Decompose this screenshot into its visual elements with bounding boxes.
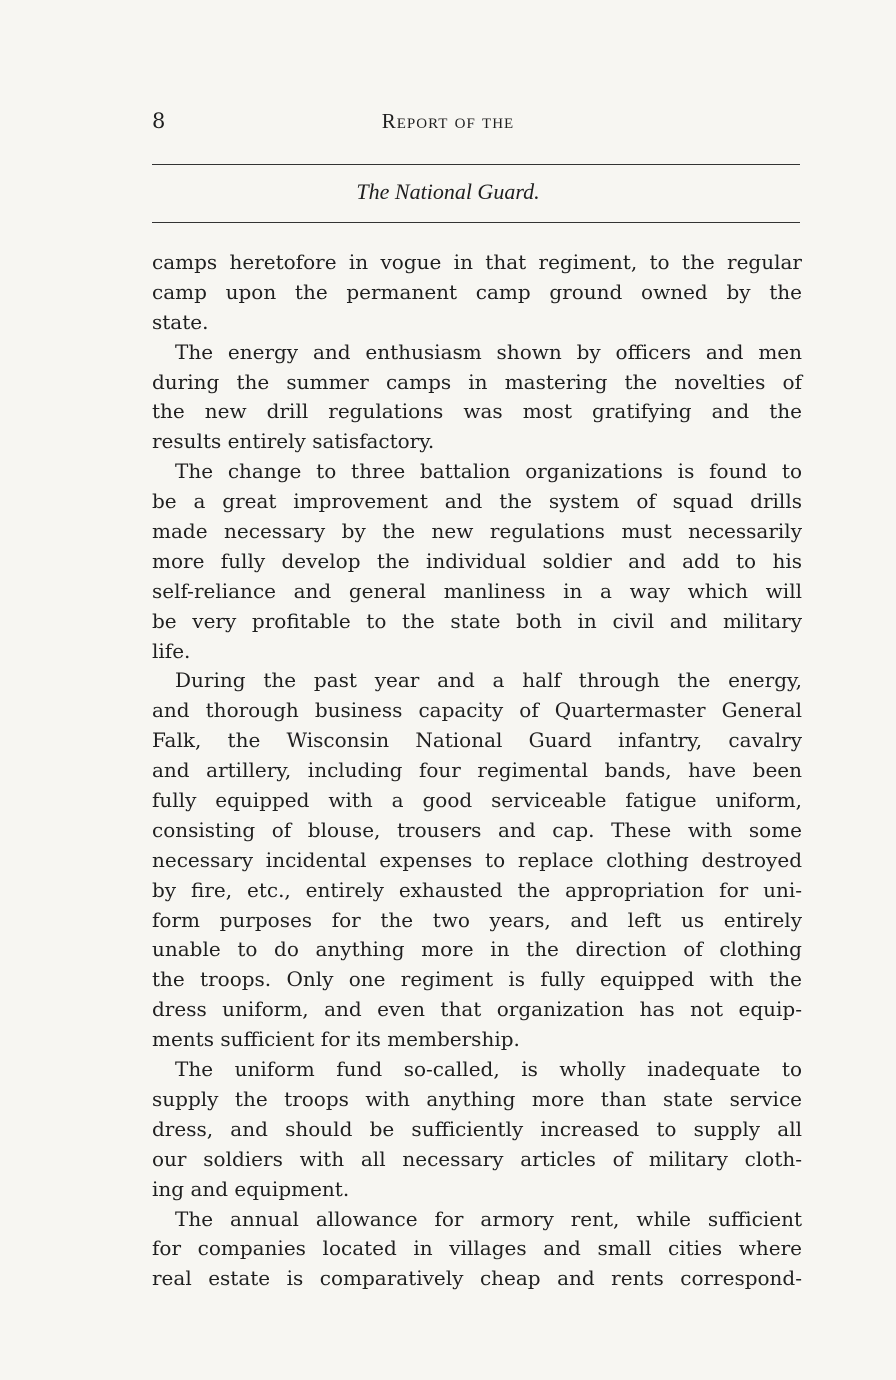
text-line: supply the troops with anything more than state service (152, 1086, 802, 1111)
text-line: be a great improvement and the system of squad drills (152, 489, 802, 514)
text-line: by fire, etc., entirely exhausted the appropriation for uni- (152, 877, 802, 902)
paragraph (152, 1205, 802, 1295)
paragraph (152, 1055, 802, 1204)
text-line: the new drill regulations was most gratifying and the (152, 399, 802, 424)
header-rule-bottom (152, 222, 800, 223)
text-line: camp upon the permanent camp ground owned by the (152, 279, 802, 304)
text-line: the troops. Only one regiment is fully equipped with the (152, 967, 802, 992)
text-line: The energy and enthusiasm shown by officers and men (175, 339, 802, 364)
text-line: unable to do anything more in the direction of clothing (152, 937, 802, 962)
text-line: camps heretofore in vogue in that regiment, to the regular (152, 250, 802, 274)
text-line: and artillery, including four regimental bands, have been (152, 758, 802, 783)
text-line: fully equipped with a good serviceable fatigue uniform, (152, 788, 802, 813)
text-line: ing and equipment. (152, 1176, 350, 1201)
text-line: During the past year and a half through the energy, (175, 668, 802, 693)
text-line: real estate is comparatively cheap and rents correspond- (152, 1266, 802, 1291)
text-line: Falk, the Wisconsin National Guard infantry, cavalry (152, 728, 802, 753)
text-line: during the summer camps in mastering the novelties of (152, 369, 802, 394)
running-title: Report of the (381, 109, 515, 133)
paragraph (152, 248, 802, 338)
text-line: The change to three battalion organizations is found to (175, 459, 802, 484)
paragraph (152, 338, 802, 458)
text-line: be very profitable to the state both in civil and military (152, 608, 802, 633)
text-line: self-reliance and general manliness in a way which will (152, 578, 802, 603)
text-line: The uniform fund so-called, is wholly inadequate to (175, 1057, 802, 1082)
text-line: necessary incidental expenses to replace clothing destroyed (152, 847, 802, 872)
text-line: consisting of blouse, trousers and cap. These with some (152, 817, 802, 842)
paragraph (152, 666, 802, 1055)
text-line: life. (152, 638, 191, 663)
page-number: 8 (152, 109, 166, 133)
text-line: for companies located in villages and small cities where (152, 1236, 802, 1261)
text-line: The annual allowance for armory rent, while sufficient (175, 1206, 802, 1231)
paragraph (152, 457, 802, 666)
text-line: made necessary by the new regulations must necessarily (152, 519, 802, 544)
text-line: dress, and should be sufficiently increased to supply all (152, 1116, 802, 1141)
text-line: and thorough business capacity of Quartermaster General (152, 698, 802, 723)
text-line: dress uniform, and even that organization has not equip- (152, 997, 802, 1022)
text-line: state. (152, 309, 209, 334)
text-line: more fully develop the individual soldier and add to his (152, 548, 802, 573)
text-line: our soldiers with all necessary articles of military cloth- (152, 1146, 802, 1171)
section-title: The National Guard. (356, 179, 540, 204)
text-line: results entirely satisfactory. (152, 429, 435, 454)
header-rule-top (152, 164, 800, 165)
body-text (152, 248, 802, 1294)
text-line: form purposes for the two years, and left us entirely (152, 907, 802, 932)
text-line: ments sufficient for its membership. (152, 1027, 520, 1052)
